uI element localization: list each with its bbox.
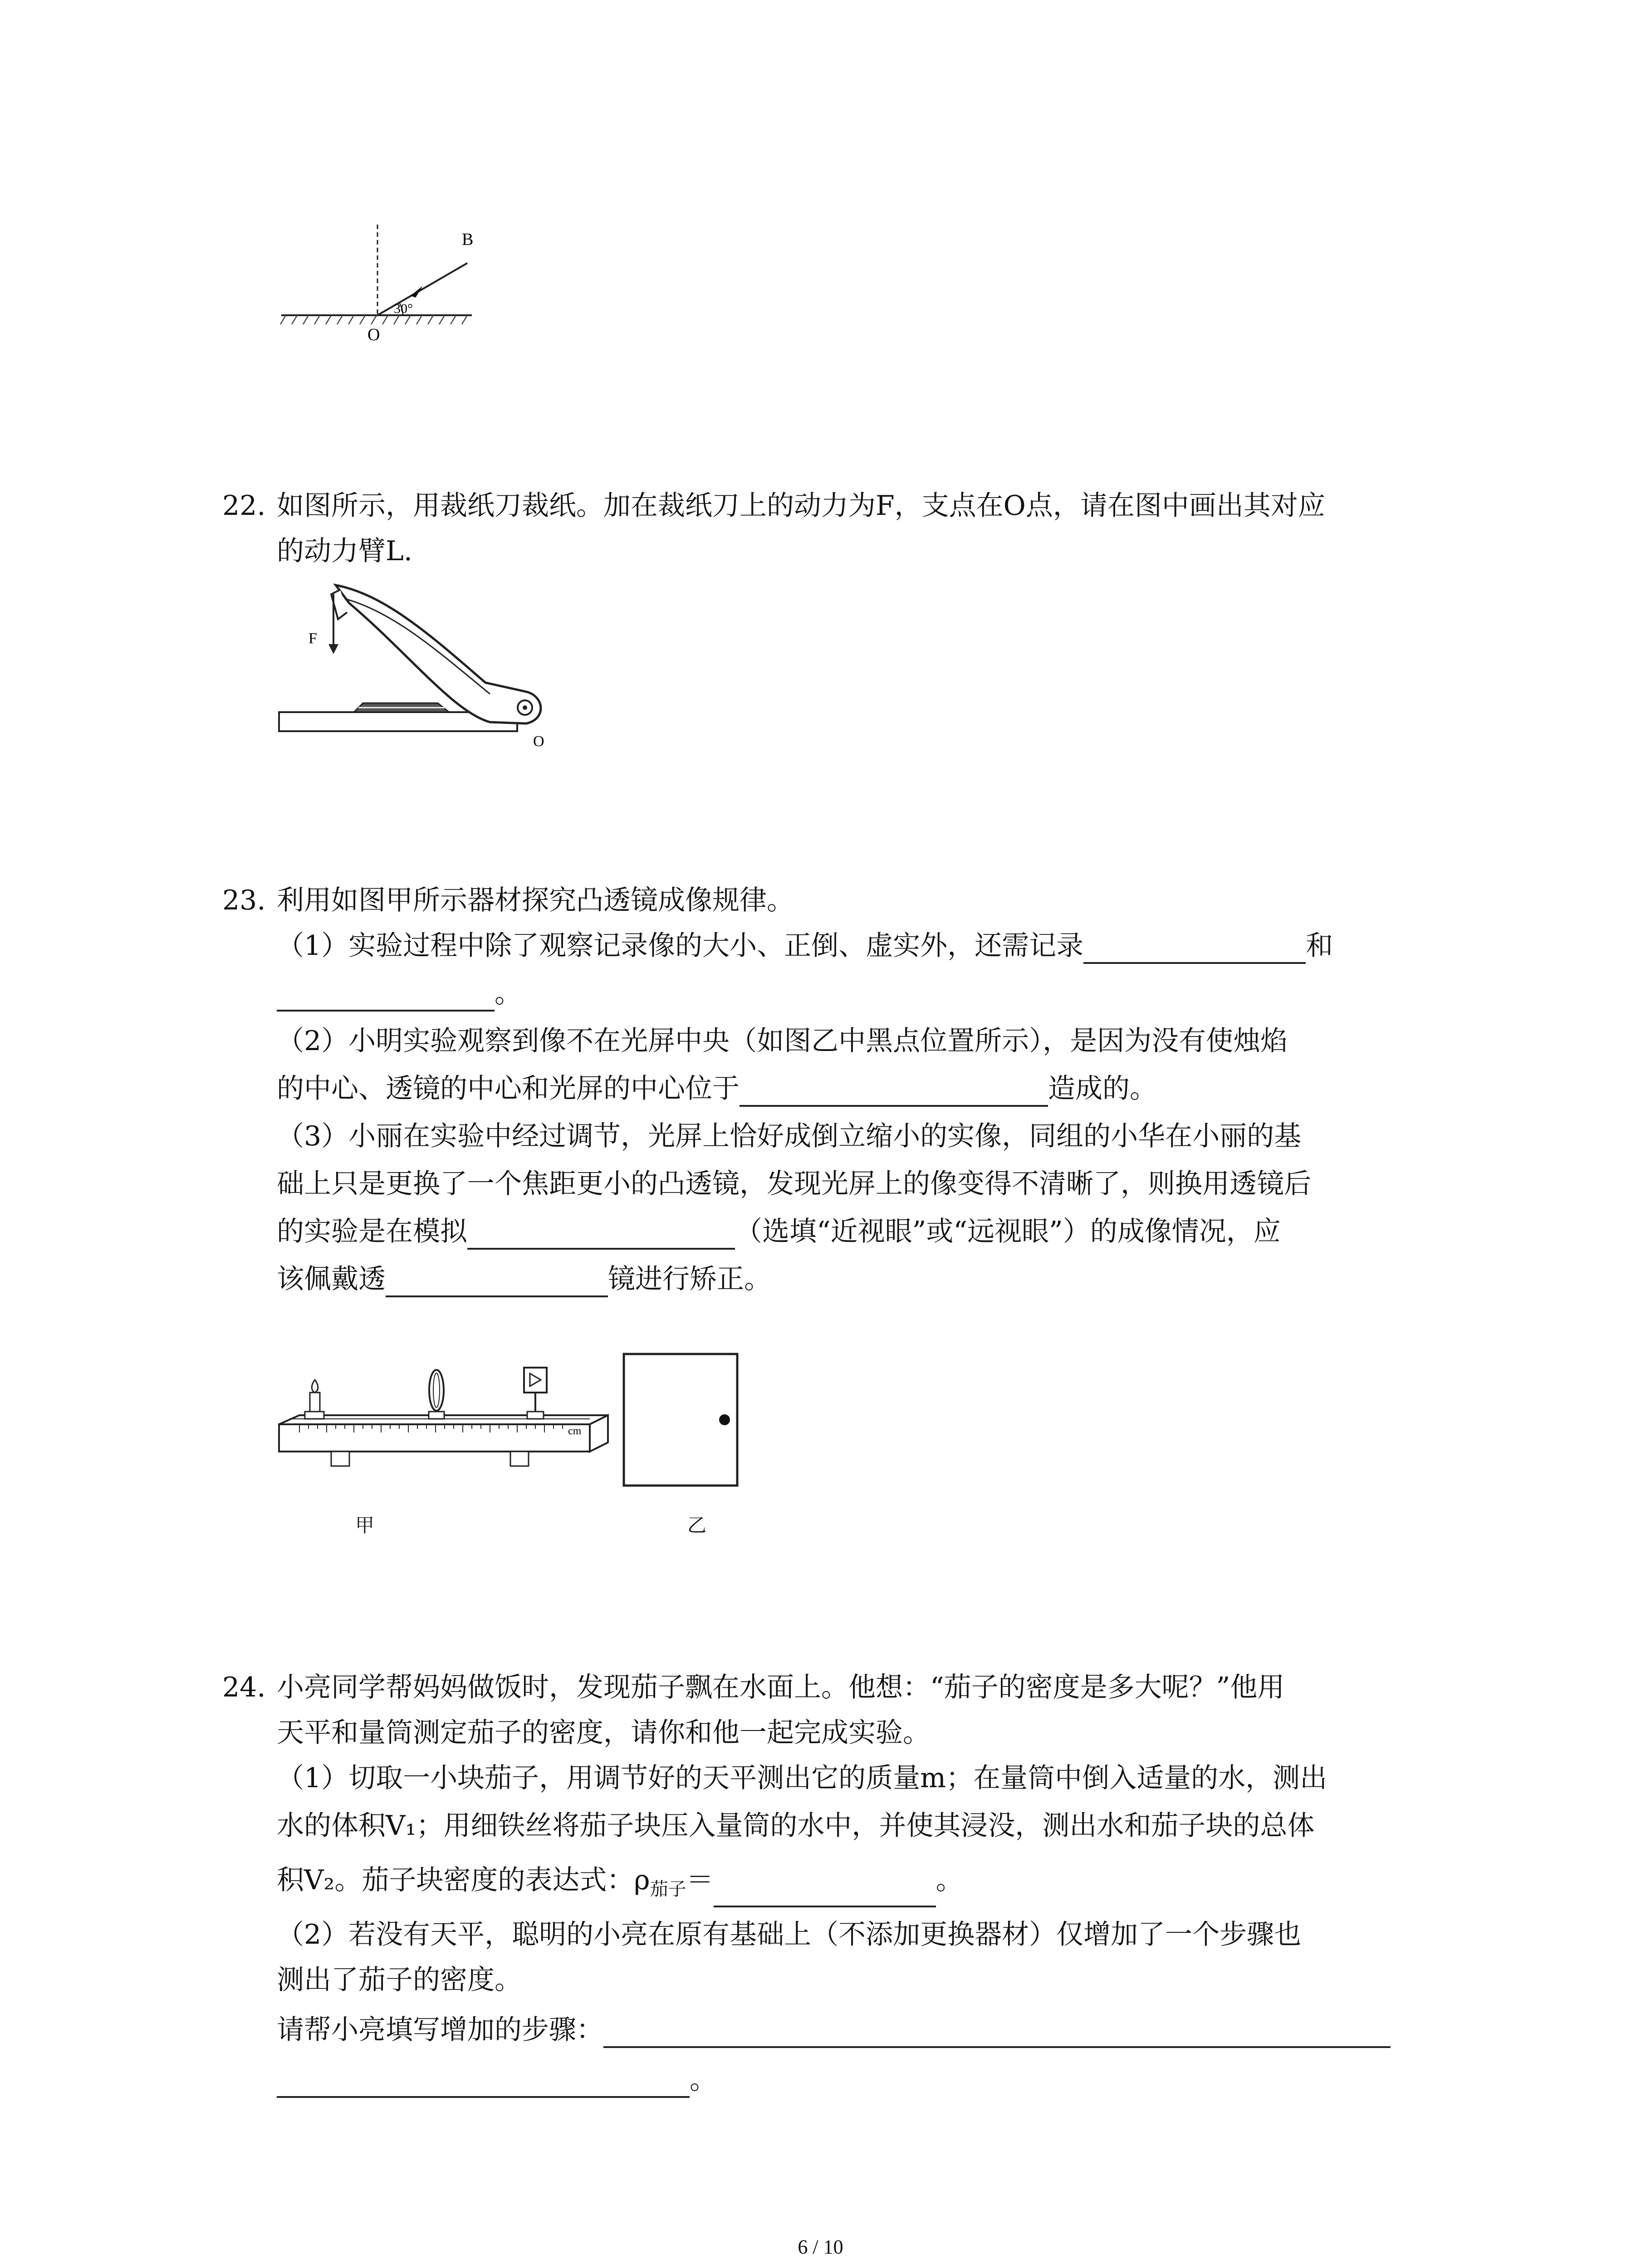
q24-step-prompt: 请帮小亮填写增加的步骤： <box>277 2014 603 2046</box>
pivot-label: O <box>533 733 544 750</box>
angle-label: 30° <box>394 301 413 316</box>
q24-blank-2[interactable] <box>603 2018 1391 2048</box>
q23-part2-line-2 <box>277 1070 1157 1107</box>
q23-part1-and: 和 <box>1306 930 1333 962</box>
question-22-number: 22. <box>222 490 266 522</box>
q24-line-7: 测出了茄子的密度。 <box>277 1964 522 1996</box>
q24-line-9-end: 。 <box>690 2064 717 2096</box>
q23-part3-text-c: 该佩戴透 <box>277 1263 386 1295</box>
question-24-number: 24. <box>222 1672 266 1703</box>
q24-line-4: 水的体积V₁；用细铁丝将茄子块压入量筒的水中，并使其浸没，测出水和茄子块的总体 <box>277 1810 1315 1842</box>
q24-line-5 <box>277 1862 963 1907</box>
q23-part1-text: （1）实验过程中除了观察记录像的大小、正倒、虚实外，还需记录 <box>277 930 1084 962</box>
q23-part2-text: 的中心、透镜的中心和光屏的中心位于 <box>277 1073 740 1105</box>
q24-blank-1[interactable] <box>714 1877 936 1907</box>
q23-part3-line-4 <box>277 1261 771 1297</box>
incident-ray <box>377 263 467 315</box>
screen-figure <box>622 1352 749 1497</box>
figure-yi-label: 乙 <box>687 1514 707 1536</box>
q23-blank-5[interactable] <box>386 1267 608 1297</box>
question-23-number: 23. <box>222 885 266 916</box>
q23-part3-line-1: （3）小丽在实验中经过调节，光屏上恰好成倒立缩小的实像，同组的小华在小丽的基 <box>277 1120 1302 1152</box>
cm-label: cm <box>568 1425 582 1437</box>
q24-line-2: 天平和量筒测定茄子的密度，请你和他一起完成实验。 <box>277 1717 930 1749</box>
q24-line-5-end: 。 <box>936 1864 963 1896</box>
page-number: 6 / 10 <box>798 2236 843 2258</box>
q23-blank-1[interactable] <box>1083 934 1306 964</box>
q23-part3-line-2: 础上只是更换了一个焦距更小的凸透镜，发现光屏上的像变得不清晰了，则换用透镜后 <box>277 1168 1311 1200</box>
q24-expression-text: 积V₂。茄子块密度的表达式：ρ <box>277 1864 650 1896</box>
q23-part3-text-a: 的实验是在模拟 <box>277 1216 467 1247</box>
q23-part2-line-1: （2）小明实验观察到像不在光屏中央（如图乙中黑点位置所示），是因为没有使烛焰 <box>277 1025 1288 1057</box>
question-22-line-1: 如图所示，用裁纸刀裁纸。加在裁纸刀上的动力为F，支点在O点，请在图中画出其对应 <box>277 490 1325 522</box>
image-dot <box>719 1414 730 1425</box>
q24-rho-subscript: 茄子 <box>650 1879 686 1900</box>
q24-line-9 <box>277 2062 717 2098</box>
q23-part2-end: 造成的。 <box>1048 1073 1157 1105</box>
q24-blank-3[interactable] <box>277 2068 690 2098</box>
q24-line-8 <box>277 2012 1391 2048</box>
q23-part3-text-b: （选填“近视眼”或“远视眼”）的成像情况，应 <box>735 1216 1281 1247</box>
q23-part3-line-3 <box>277 1213 1281 1250</box>
q23-part1-line-2 <box>277 975 522 1012</box>
q24-line-3: （1）切取一小块茄子，用调节好的天平测出它的质量m；在量筒中倒入适量的水，测出 <box>277 1762 1327 1794</box>
q23-part3-text-d: 镜进行矫正。 <box>608 1263 771 1295</box>
force-label: F <box>309 630 317 647</box>
q24-line-1: 小亮同学帮妈妈做饭时，发现茄子飘在水面上。他想：“茄子的密度是多大呢？”他用 <box>277 1672 1285 1703</box>
q23-blank-4[interactable] <box>467 1220 735 1250</box>
optical-bench-figure <box>272 1361 617 1510</box>
paper-cutter-figure <box>272 576 572 758</box>
question-23-intro: 利用如图甲所示器材探究凸透镜成像规律。 <box>277 885 794 916</box>
q23-blank-3[interactable] <box>740 1077 1048 1107</box>
q23-blank-2[interactable] <box>277 982 495 1012</box>
figure-jia-label: 甲 <box>355 1514 375 1536</box>
q23-part1-end: 。 <box>495 978 522 1009</box>
point-b-label: B <box>462 230 474 249</box>
q24-line-6: （2）若没有天平，聪明的小亮在原有基础上（不添加更换器材）仅增加了一个步骤也 <box>277 1919 1302 1950</box>
reflection-figure <box>272 218 508 354</box>
q23-part1-line <box>277 928 1333 964</box>
question-22-line-2: 的动力臂L. <box>277 535 412 567</box>
convex-lens <box>429 1370 444 1411</box>
point-o-label: O <box>367 325 380 344</box>
q24-equals: ＝ <box>686 1864 714 1896</box>
